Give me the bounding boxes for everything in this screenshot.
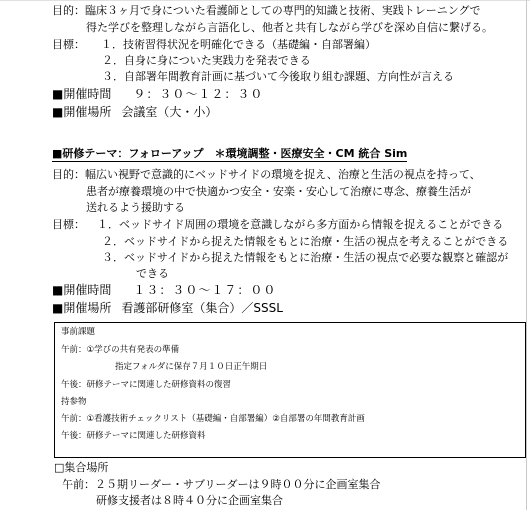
sec2-time: [52, 283, 276, 297]
pre-assignment-box: [54, 322, 526, 458]
box-am-1-sub: 指定フォルダに保存７月１０日正午期日: [115, 362, 268, 372]
sec1-goal-line1: [52, 38, 376, 52]
sec2-place: [52, 301, 283, 315]
sec1-place: [52, 105, 217, 119]
sec1-purpose-line2: 得た学びを整理しながら言語化し、他者と共有しながら学びを深め自信に繋げる。: [86, 21, 493, 34]
sec1-goal-item-1: １．技術習得状況を明確化できる（基礎編・自部署編）: [101, 38, 376, 51]
sec2-title: [52, 147, 407, 161]
box-am-line: [61, 345, 179, 356]
meeting-line-1: 午前：２５期リーダー・サブリーダーは９時００分に企画室集合: [62, 478, 381, 491]
sec2-goal-label: 目標：: [52, 218, 85, 231]
sec2-purpose-line2: 患者が療養環境の中で快適かつ安全・安楽・安心して治療に専念、療養生活が: [86, 185, 471, 198]
sec1-place-value: 会議室（大・小）: [121, 105, 218, 119]
meeting-heading: □集合場所: [54, 461, 109, 474]
meeting-line-2: 研修支援者は８時４０分に企画室集合: [96, 494, 283, 507]
sec1-goal-item-2: ２．自身に身についた実践力を発表できる: [102, 54, 311, 67]
sec2-goal-item-2: ２．ベッドサイドから捉えた情報をもとに治療・生活の視点を考えることができる: [102, 235, 509, 248]
sec1-goal-item-3: ３．自部署年間教育計画に基づいて今後取り組む課題、方向性が言える: [102, 70, 454, 83]
sec1-time-label: ■開催時間: [52, 87, 112, 101]
sec2-purpose-line3: 送れるよう援助する: [86, 201, 185, 214]
sec1-time: [52, 87, 263, 101]
sec2-purpose-label: 目的：: [52, 168, 85, 181]
box-am-label: 午前：: [61, 345, 87, 355]
box-pm-bring: 午後：研修テーマに関連した研修資料: [61, 431, 206, 441]
box-heading: 事前課題: [61, 327, 96, 337]
sec2-goal-item-3-cont: できる: [136, 267, 169, 280]
right-margin-line: [526, 0, 527, 510]
sec2-place-label: ■開催場所: [52, 301, 112, 315]
sec1-time-value: ９：３０～１２：３０: [133, 87, 264, 101]
box-bring-heading: 持参物: [61, 397, 87, 407]
sec2-goal-item-3: ３．ベッドサイドから捉えた情報をもとに治療・生活の視点で必要な観察と確認が: [102, 251, 509, 264]
sec2-time-label: ■開催時間: [52, 283, 112, 297]
sec2-purpose-text: 幅広い視野で意識的にベッドサイドの環境を捉え、治療と生活の視点を持って、: [85, 168, 481, 181]
box-am-1: ①学びの共有発表の準備: [86, 345, 180, 355]
sec2-time-value: １３：３０～１７：００: [133, 283, 277, 297]
box-am-bring: 午前：①看護技術チェックリスト（基礎編・自部署編）②自部署の年間教育計画: [61, 414, 365, 424]
sec2-title-text: ■研修テーマ：フォローアップ ＊環境調整・医療安全・CM 統合 Sim: [52, 147, 408, 160]
sec1-purpose-label: 目的：: [52, 4, 85, 17]
sec1-goal-label: 目標：: [52, 38, 85, 51]
sec1-purpose-line1: [52, 4, 481, 18]
sec2-goal-line1: [52, 218, 503, 232]
sec1-place-label: ■開催場所: [52, 105, 112, 119]
sec2-purpose-line1: [52, 168, 481, 182]
box-pm-1: 午後：研修テーマに関連した研修資料の復習: [61, 380, 232, 390]
top-border: [0, 0, 530, 1]
sec2-goal-item-1: １．ベッドサイド周囲の環境を意識しながら多方面から情報を捉えることができる: [97, 218, 504, 231]
sec2-place-value: 看護部研修室（集合）／SSSL: [121, 301, 283, 315]
sec1-purpose-text: 臨床３ヶ月で身についた看護師としての専門的知識と技術、実践トレーニングで: [85, 4, 481, 17]
